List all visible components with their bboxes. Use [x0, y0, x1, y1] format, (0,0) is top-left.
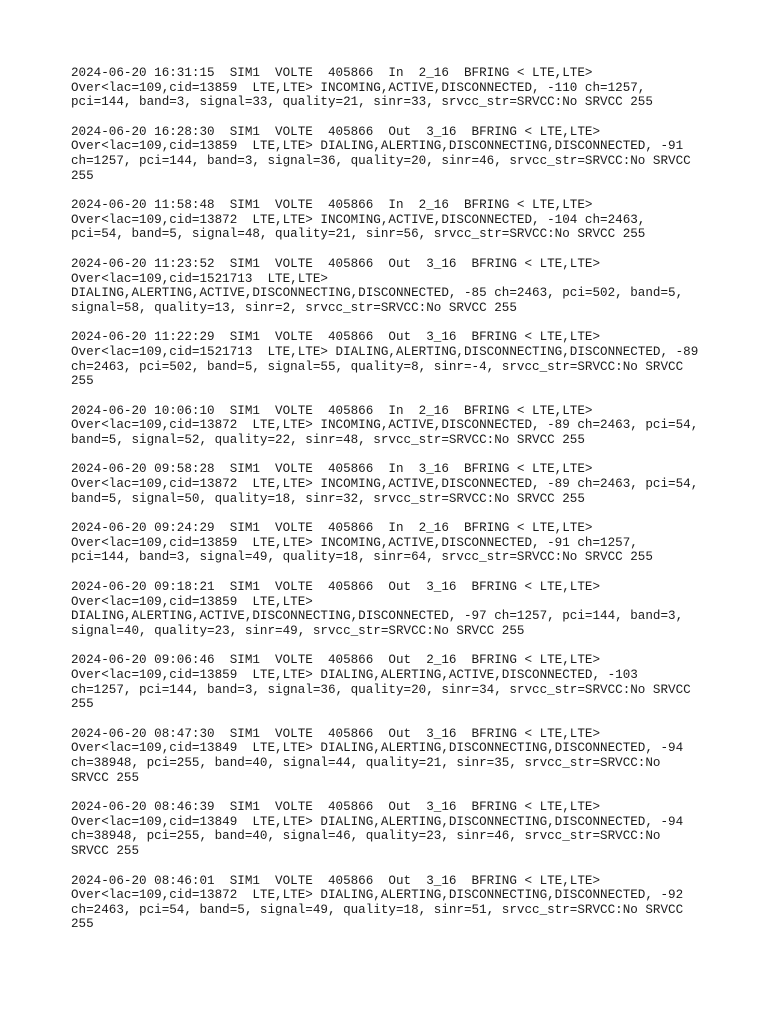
- log-entry-header: 2024-06-20 09:58:28 SIM1 VOLTE 405866 In 3_16 BFRING < LTE,LTE>: [71, 462, 593, 477]
- log-entry: [71, 580, 711, 638]
- log-entry-detail: pci=144, band=3, signal=33, quality=21, sinr=33, srvcc_str=SRVCC:No SRVCC 255: [71, 95, 653, 110]
- log-entry-header: 2024-06-20 08:46:01 SIM1 VOLTE 405866 Out 3_16 BFRING < LTE,LTE>: [71, 873, 601, 888]
- log-entry-detail: ch=38948, pci=255, band=40, signal=46, quality=23, sinr=46, srvcc_str=SRVCC:No: [71, 829, 661, 844]
- log-entry-detail: SRVCC 255: [71, 770, 140, 785]
- log-entry-detail: 255: [71, 917, 94, 932]
- log-entry: [71, 521, 711, 565]
- log-entry: [71, 125, 711, 183]
- log-entry-detail: Over<lac=109,cid=13872 LTE,LTE> DIALING,ALERTING,DISCONNECTING,DISCONNECTED, -92: [71, 888, 684, 903]
- log-entry-header: 2024-06-20 16:28:30 SIM1 VOLTE 405866 Out 3_16 BFRING < LTE,LTE>: [71, 124, 601, 139]
- log-entry: [71, 727, 711, 785]
- log-entry: [71, 257, 711, 315]
- log-entry-detail: Over<lac=109,cid=13859 LTE,LTE> INCOMING,ACTIVE,DISCONNECTED, -91 ch=1257,: [71, 535, 638, 550]
- log-entry-header: 2024-06-20 09:24:29 SIM1 VOLTE 405866 In 2_16 BFRING < LTE,LTE>: [71, 521, 593, 536]
- log-entry-header: 2024-06-20 08:47:30 SIM1 VOLTE 405866 Out 3_16 BFRING < LTE,LTE>: [71, 726, 601, 741]
- log-entry-detail: Over<lac=109,cid=13849 LTE,LTE> DIALING,ALERTING,DISCONNECTING,DISCONNECTED, -94: [71, 814, 684, 829]
- call-log-document: [71, 66, 711, 947]
- log-entry-detail: 255: [71, 168, 94, 183]
- log-entry-detail: DIALING,ALERTING,ACTIVE,DISCONNECTING,DISCONNECTED, -85 ch=2463, pci=502, band=5,: [71, 286, 684, 301]
- log-entry-header: 2024-06-20 08:46:39 SIM1 VOLTE 405866 Out 3_16 BFRING < LTE,LTE>: [71, 800, 601, 815]
- log-entry-detail: ch=2463, pci=54, band=5, signal=49, quality=18, sinr=51, srvcc_str=SRVCC:No SRVCC: [71, 902, 684, 917]
- log-entry-detail: DIALING,ALERTING,ACTIVE,DISCONNECTING,DISCONNECTED, -97 ch=1257, pci=144, band=3,: [71, 609, 684, 624]
- log-entry-detail: pci=54, band=5, signal=48, quality=21, sinr=56, srvcc_str=SRVCC:No SRVCC 255: [71, 227, 646, 242]
- log-entry-detail: 255: [71, 374, 94, 389]
- log-entry-detail: Over<lac=109,cid=13849 LTE,LTE> DIALING,ALERTING,DISCONNECTING,DISCONNECTED, -94: [71, 741, 684, 756]
- log-entry-detail: signal=40, quality=23, sinr=49, srvcc_str=SRVCC:No SRVCC 255: [71, 623, 525, 638]
- log-entry: [71, 653, 711, 711]
- log-entry-detail: Over<lac=109,cid=13859 LTE,LTE> DIALING,ALERTING,ACTIVE,DISCONNECTED, -103: [71, 668, 638, 682]
- log-entry-detail: Over<lac=109,cid=13859 LTE,LTE> INCOMING,ACTIVE,DISCONNECTED, -110 ch=1257,: [71, 80, 646, 95]
- log-entry-detail: Over<lac=109,cid=13859 LTE,LTE> DIALING,ALERTING,DISCONNECTING,DISCONNECTED, -91: [71, 139, 684, 154]
- log-entry-header: 2024-06-20 09:06:46 SIM1 VOLTE 405866 Out 2_16 BFRING < LTE,LTE>: [71, 653, 601, 668]
- log-entry-detail: ch=1257, pci=144, band=3, signal=36, quality=20, sinr=46, srvcc_str=SRVCC:No SRVCC: [71, 153, 691, 168]
- log-entry-header: 2024-06-20 11:23:52 SIM1 VOLTE 405866 Out 3_16 BFRING < LTE,LTE>: [71, 256, 601, 271]
- log-entry-detail: Over<lac=109,cid=13872 LTE,LTE> INCOMING,ACTIVE,DISCONNECTED, -89 ch=2463, pci=54,: [71, 418, 699, 433]
- log-entry-detail: Over<lac=109,cid=13872 LTE,LTE> INCOMING,ACTIVE,DISCONNECTED, -104 ch=2463,: [71, 212, 646, 227]
- log-entry-header: 2024-06-20 11:58:48 SIM1 VOLTE 405866 In 2_16 BFRING < LTE,LTE>: [71, 198, 593, 213]
- log-entry-detail: ch=1257, pci=144, band=3, signal=36, quality=20, sinr=34, srvcc_str=SRVCC:No SRVCC: [71, 682, 691, 697]
- log-entry: [71, 66, 711, 110]
- log-entry-detail: ch=38948, pci=255, band=40, signal=44, quality=21, sinr=35, srvcc_str=SRVCC:No: [71, 755, 661, 770]
- log-entry: [71, 404, 711, 448]
- log-entry-detail: pci=144, band=3, signal=49, quality=18, sinr=64, srvcc_str=SRVCC:No SRVCC 255: [71, 550, 653, 565]
- log-entry: [71, 462, 711, 506]
- log-entry-detail: 255: [71, 697, 94, 712]
- log-entry-detail: SRVCC 255: [71, 843, 140, 858]
- log-entry: [71, 330, 711, 388]
- log-entry-detail: Over<lac=109,cid=13859 LTE,LTE>: [71, 594, 313, 609]
- log-entry-header: 2024-06-20 11:22:29 SIM1 VOLTE 405866 Out 3_16 BFRING < LTE,LTE>: [71, 330, 601, 345]
- log-entry-header: 2024-06-20 10:06:10 SIM1 VOLTE 405866 In 2_16 BFRING < LTE,LTE>: [71, 403, 593, 418]
- log-entry-detail: band=5, signal=50, quality=18, sinr=32, srvcc_str=SRVCC:No SRVCC 255: [71, 491, 585, 506]
- log-entry: [71, 874, 711, 932]
- log-entry: [71, 800, 711, 858]
- log-entry-header: 2024-06-20 16:31:15 SIM1 VOLTE 405866 In 2_16 BFRING < LTE,LTE>: [71, 66, 593, 80]
- log-entry-detail: ch=2463, pci=502, band=5, signal=55, quality=8, sinr=-4, srvcc_str=SRVCC:No SRVCC: [71, 359, 684, 374]
- log-entry-detail: signal=58, quality=13, sinr=2, srvcc_str=SRVCC:No SRVCC 255: [71, 300, 517, 315]
- log-entry-detail: Over<lac=109,cid=1521713 LTE,LTE>: [71, 271, 328, 286]
- log-entry-detail: Over<lac=109,cid=1521713 LTE,LTE> DIALING,ALERTING,DISCONNECTING,DISCONNECTED, -89: [71, 344, 699, 359]
- log-entry-header: 2024-06-20 09:18:21 SIM1 VOLTE 405866 Out 3_16 BFRING < LTE,LTE>: [71, 580, 601, 595]
- log-entry: [71, 198, 711, 242]
- log-entry-detail: band=5, signal=52, quality=22, sinr=48, srvcc_str=SRVCC:No SRVCC 255: [71, 432, 585, 447]
- log-entry-detail: Over<lac=109,cid=13872 LTE,LTE> INCOMING,ACTIVE,DISCONNECTED, -89 ch=2463, pci=54,: [71, 477, 699, 492]
